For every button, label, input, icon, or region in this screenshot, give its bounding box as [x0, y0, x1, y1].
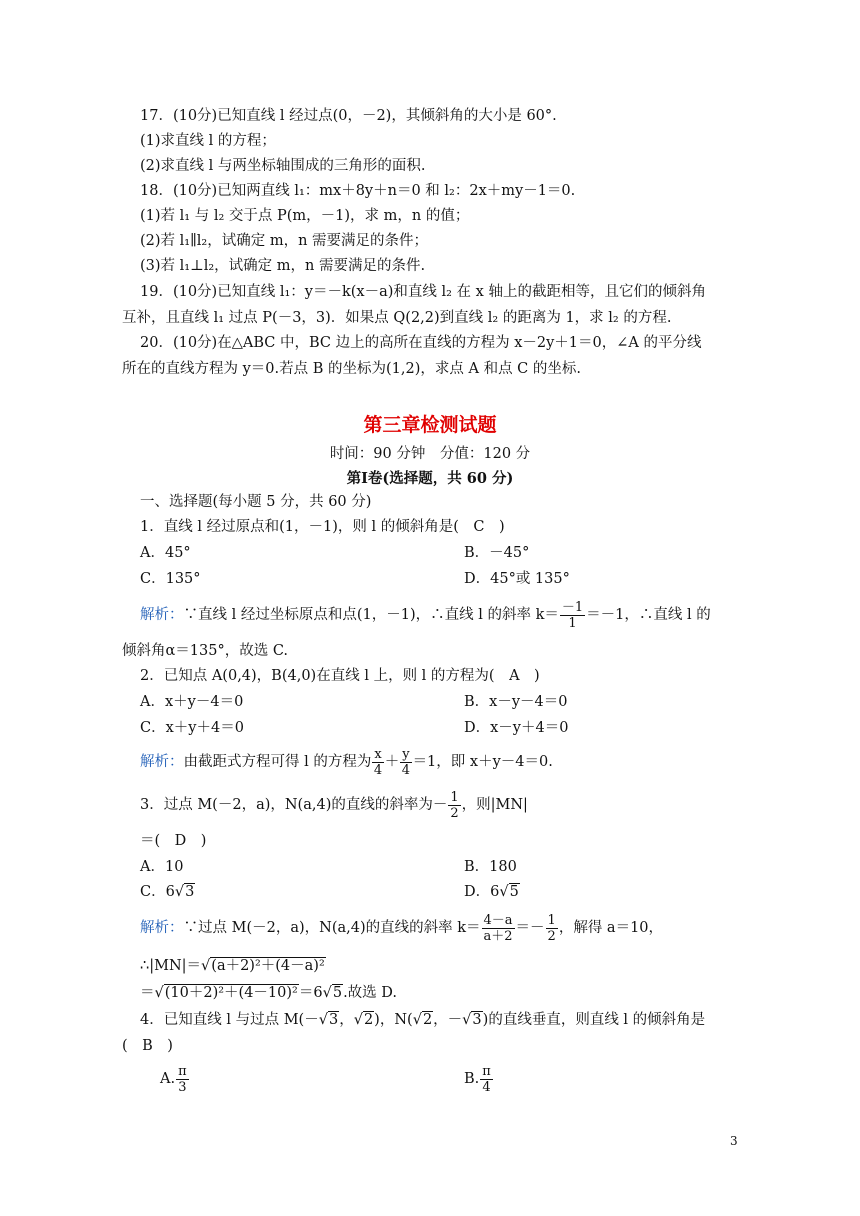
fraction: $\frac{\pi}{3}$ — [178, 1063, 187, 1095]
q3-option-d: D．6√5 — [464, 884, 519, 900]
sqrt-sign: √ — [154, 985, 164, 1001]
sqrt-sign: √ — [412, 1012, 422, 1028]
q2-analysis: 解析：由截距式方程可得 l 的方程为 $\frac{x}{4}$ ＋ $\frac{y}{4}$ ＝1，即 x＋y－4＝0. — [140, 746, 553, 778]
q3-answer: ＝( D ) — [140, 833, 207, 849]
part-one-heading: 第Ⅰ卷(选择题，共 60 分) — [346, 470, 514, 487]
q2-option-c: C．x＋y＋4＝0 — [140, 720, 244, 736]
q1-option-d: D．45°或 135° — [464, 571, 570, 587]
q4-stem: 4．已知直线 l 与过点 M(－√3，√2)，N(√2，－√3)的直线垂直，则直线 l 的倾斜角是 — [140, 1012, 706, 1028]
problem-18-part1: (1)若 l₁ 与 l₂ 交于点 P(m，－1)，求 m，n 的值； — [140, 208, 470, 224]
problem-17-part1: (1)求直线 l 的方程； — [140, 133, 276, 149]
fraction: $\frac{1}{2}$ — [547, 912, 556, 944]
fraction: $\frac{4-a}{a+2}$ — [483, 912, 513, 944]
problem-18-part3: (3)若 l₁⊥l₂，试确定 m，n 需要满足的条件. — [140, 258, 426, 274]
sqrt-sign: √ — [462, 1012, 472, 1028]
fraction: $\frac{\pi}{4}$ — [482, 1063, 491, 1095]
problem-17: 17．(10分)已知直线 l 经过点(0，－2)，其倾斜角的大小是 60°. — [140, 108, 557, 124]
fraction: $\frac{1}{2}$ — [450, 789, 459, 821]
chapter-title: 第三章检测试题 — [363, 414, 497, 436]
q1-analysis-cont: 倾斜角α＝135°，故选 C. — [122, 643, 289, 659]
q2-option-d: D．x－y＋4＝0 — [464, 720, 569, 736]
problem-19: 19．(10分)已知直线 l₁：y＝－k(x－a)和直线 l₂ 在 x 轴上的截距相等，且它们的倾斜角 — [140, 284, 706, 300]
sqrt-sign: √ — [322, 985, 332, 1001]
q4-option-a: A. $\frac{\pi}{3}$ — [160, 1063, 187, 1095]
sqrt-sign: √ — [353, 1012, 363, 1028]
fraction: $\frac{x}{4}$ — [373, 746, 383, 778]
q4-answer: ( B ) — [122, 1038, 173, 1054]
problem-20-cont: 所在的直线方程为 y＝0.若点 B 的坐标为(1,2)，求点 A 和点 C 的坐标. — [122, 361, 581, 377]
problem-20: 20．(10分)在△ABC 中，BC 边上的高所在直线的方程为 x－2y＋1＝0，∠A 的平分线 — [140, 335, 702, 351]
fraction: $\frac{y}{4}$ — [401, 746, 411, 778]
q2-stem: 2．已知点 A(0,4)，B(4,0)在直线 l 上，则 l 的方程为( A ) — [140, 668, 540, 684]
sqrt-sign: √ — [499, 884, 509, 900]
time-score: 时间：90 分钟 分值：120 分 — [329, 446, 531, 462]
analysis-label: 解析： — [140, 607, 184, 623]
q3-analysis: 解析：∵过点 M(－2，a)，N(a,4)的直线的斜率 k＝ $\frac{4-a}{a+2}$ ＝－ $\frac{1}{2}$ ，解得 a＝10， — [140, 912, 664, 944]
problem-19-cont: 互补，且直线 l₁ 过点 P(－3，3)．如果点 Q(2,2)到直线 l₂ 的距离为 1，求 l₂ 的方程. — [122, 310, 672, 326]
q1-option-b: B．－45° — [464, 545, 530, 561]
q3-option-c: C．6√3 — [140, 884, 195, 900]
q1-analysis: 解析：∵直线 l 经过坐标原点和点(1，－1)，∴直线 l 的斜率 k＝ $\frac{-1}{1}$ ＝－1，∴直线 l 的 — [140, 599, 711, 631]
q1-stem: 1．直线 l 经过原点和(1，－1)，则 l 的倾斜角是( C ) — [140, 519, 505, 535]
q3-analysis-line3: ＝√(10＋2)²＋(4－10)²＝6√5.故选 D. — [140, 985, 398, 1001]
q3-stem: 3．过点 M(－2，a)，N(a,4)的直线的斜率为－ $\frac{1}{2}$ ，则|MN| — [140, 789, 528, 821]
q2-option-a: A．x＋y－4＝0 — [140, 694, 244, 710]
sqrt-sign: √ — [174, 884, 185, 900]
problem-17-part2: (2)求直线 l 与两坐标轴围成的三角形的面积. — [140, 158, 426, 174]
analysis-label: 解析： — [140, 920, 184, 936]
q2-option-b: B．x－y－4＝0 — [464, 694, 568, 710]
problem-18: 18．(10分)已知两直线 l₁：mx＋8y＋n＝0 和 l₂：2x＋my－1＝0. — [140, 183, 576, 199]
q1-option-a: A．45° — [140, 545, 191, 561]
problem-18-part2: (2)若 l₁∥l₂，试确定 m，n 需要满足的条件； — [140, 233, 429, 249]
section-heading: 一、选择题(每小题 5 分，共 60 分) — [140, 494, 372, 510]
sqrt-sign: √ — [318, 1012, 328, 1028]
q3-analysis-line2: ∴|MN|＝√(a＋2)²＋(4－a)² — [140, 958, 325, 974]
q3-option-b: B．180 — [464, 859, 517, 875]
q4-option-b: B. $\frac{\pi}{4}$ — [464, 1063, 491, 1095]
q1-option-c: C．135° — [140, 571, 201, 587]
fraction: $\frac{-1}{1}$ — [561, 599, 584, 631]
sqrt-sign: √ — [201, 958, 211, 974]
page-number: 3 — [730, 1134, 738, 1148]
q3-option-a: A．10 — [140, 859, 184, 875]
analysis-label: 解析： — [140, 754, 184, 770]
